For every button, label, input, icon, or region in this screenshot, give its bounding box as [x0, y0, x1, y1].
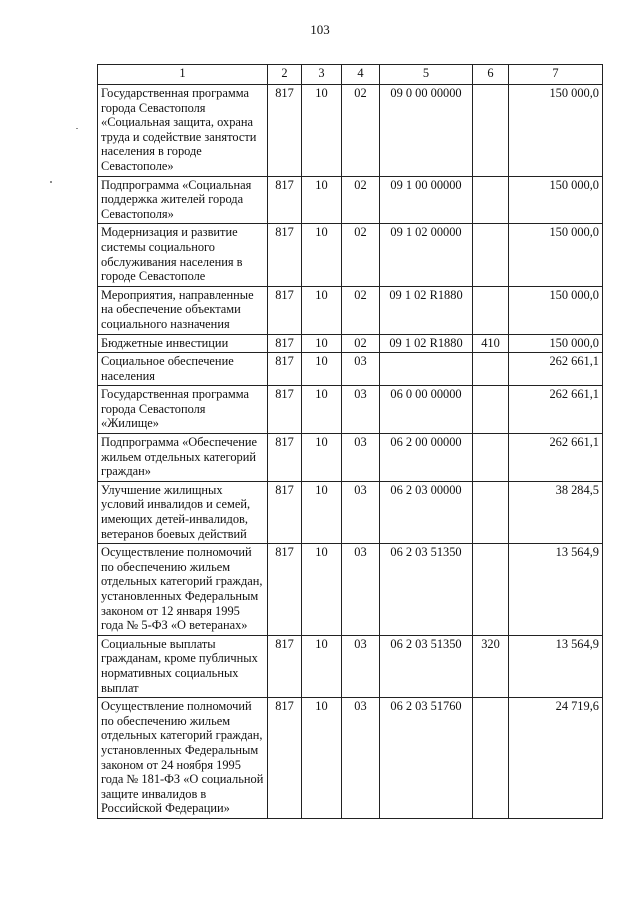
row-amount-cell: 38 284,5: [509, 481, 603, 543]
row-name-cell: Государственная программа города Севастополя «Социальная защита, охрана труда и содействие занятости населения в городе Севастополе»: [98, 85, 268, 177]
row-subsection-cell: 03: [342, 386, 380, 434]
row-section-cell: 10: [302, 353, 342, 386]
table-row: [98, 544, 603, 636]
column-header: 1: [98, 65, 268, 85]
row-target-cell: 06 0 00 00000: [380, 386, 473, 434]
row-code-cell: 817: [268, 224, 302, 286]
row-target-cell: 06 2 03 51350: [380, 544, 473, 636]
table-row: [98, 353, 603, 386]
row-type-cell: 320: [473, 635, 509, 697]
row-section-cell: 10: [302, 286, 342, 334]
row-subsection-cell: 02: [342, 176, 380, 224]
row-code-cell: 817: [268, 286, 302, 334]
row-section-cell: 10: [302, 176, 342, 224]
row-code-cell: 817: [268, 544, 302, 636]
row-name-cell: Социальные выплаты гражданам, кроме публичных нормативных социальных выплат: [98, 635, 268, 697]
row-subsection-cell: 03: [342, 698, 380, 819]
row-section-cell: 10: [302, 386, 342, 434]
row-code-cell: 817: [268, 698, 302, 819]
row-code-cell: 817: [268, 481, 302, 543]
row-section-cell: 10: [302, 85, 342, 177]
scan-speck: [50, 181, 52, 183]
row-type-cell: [473, 544, 509, 636]
row-name-cell: Осуществление полномочий по обеспечению жильем отдельных категорий граждан, установленных Федеральным законом от 24 ноября 1995 года № 181-ФЗ «О социальной защите инвалидов в Российской Федерации»: [98, 698, 268, 819]
table-row: [98, 698, 603, 819]
row-code-cell: 817: [268, 334, 302, 353]
row-name-cell: Мероприятия, направленные на обеспечение объектами социального назначения: [98, 286, 268, 334]
column-header: 7: [509, 65, 603, 85]
row-code-cell: 817: [268, 353, 302, 386]
row-section-cell: 10: [302, 434, 342, 482]
row-name-cell: Осуществление полномочий по обеспечению жильем отдельных категорий граждан, установленных Федеральным законом от 12 января 1995 года № 5-ФЗ «О ветеранах»: [98, 544, 268, 636]
row-amount-cell: 262 661,1: [509, 353, 603, 386]
row-name-cell: Модернизация и развитие системы социального обслуживания населения в городе Севастополе: [98, 224, 268, 286]
table-row: [98, 176, 603, 224]
table-row: [98, 434, 603, 482]
row-subsection-cell: 03: [342, 481, 380, 543]
row-subsection-cell: 02: [342, 286, 380, 334]
row-amount-cell: 13 564,9: [509, 544, 603, 636]
row-target-cell: 06 2 03 00000: [380, 481, 473, 543]
row-section-cell: 10: [302, 224, 342, 286]
table-row: [98, 635, 603, 697]
row-name-cell: Подпрограмма «Обеспечение жильем отдельных категорий граждан»: [98, 434, 268, 482]
budget-table: [97, 64, 603, 819]
row-section-cell: 10: [302, 481, 342, 543]
table-row: [98, 334, 603, 353]
row-code-cell: 817: [268, 85, 302, 177]
row-target-cell: 09 1 02 R1880: [380, 334, 473, 353]
row-subsection-cell: 02: [342, 334, 380, 353]
table-row: [98, 224, 603, 286]
column-header: 3: [302, 65, 342, 85]
row-type-cell: [473, 286, 509, 334]
row-section-cell: 10: [302, 334, 342, 353]
row-target-cell: [380, 353, 473, 386]
row-type-cell: [473, 85, 509, 177]
row-type-cell: [473, 353, 509, 386]
row-target-cell: 09 1 02 00000: [380, 224, 473, 286]
row-subsection-cell: 03: [342, 544, 380, 636]
row-subsection-cell: 03: [342, 353, 380, 386]
row-amount-cell: 24 719,6: [509, 698, 603, 819]
row-code-cell: 817: [268, 176, 302, 224]
row-amount-cell: 150 000,0: [509, 286, 603, 334]
row-name-cell: Бюджетные инвестиции: [98, 334, 268, 353]
table-row: [98, 386, 603, 434]
row-target-cell: 06 2 00 00000: [380, 434, 473, 482]
column-header: 5: [380, 65, 473, 85]
row-amount-cell: 262 661,1: [509, 434, 603, 482]
row-target-cell: 09 0 00 00000: [380, 85, 473, 177]
row-section-cell: 10: [302, 698, 342, 819]
row-amount-cell: 150 000,0: [509, 334, 603, 353]
row-code-cell: 817: [268, 386, 302, 434]
row-code-cell: 817: [268, 434, 302, 482]
row-section-cell: 10: [302, 635, 342, 697]
row-amount-cell: 13 564,9: [509, 635, 603, 697]
row-type-cell: [473, 698, 509, 819]
row-name-cell: Подпрограмма «Социальная поддержка жителей города Севастополя»: [98, 176, 268, 224]
row-type-cell: [473, 434, 509, 482]
table-row: [98, 286, 603, 334]
table-row: [98, 481, 603, 543]
row-subsection-cell: 03: [342, 434, 380, 482]
row-type-cell: 410: [473, 334, 509, 353]
row-name-cell: Социальное обеспечение населения: [98, 353, 268, 386]
row-name-cell: Государственная программа города Севастополя «Жилище»: [98, 386, 268, 434]
row-subsection-cell: 03: [342, 635, 380, 697]
row-section-cell: 10: [302, 544, 342, 636]
row-subsection-cell: 02: [342, 85, 380, 177]
row-target-cell: 06 2 03 51350: [380, 635, 473, 697]
row-amount-cell: 150 000,0: [509, 176, 603, 224]
table-row: [98, 85, 603, 177]
row-code-cell: 817: [268, 635, 302, 697]
table-header-row: [98, 65, 603, 85]
row-amount-cell: 262 661,1: [509, 386, 603, 434]
row-type-cell: [473, 224, 509, 286]
row-amount-cell: 150 000,0: [509, 85, 603, 177]
column-header: 6: [473, 65, 509, 85]
column-header: 2: [268, 65, 302, 85]
column-header: 4: [342, 65, 380, 85]
row-type-cell: [473, 176, 509, 224]
page-number: 103: [310, 22, 330, 37]
row-subsection-cell: 02: [342, 224, 380, 286]
row-target-cell: 09 1 00 00000: [380, 176, 473, 224]
scan-speck: [76, 128, 78, 129]
row-type-cell: [473, 481, 509, 543]
row-name-cell: Улучшение жилищных условий инвалидов и семей, имеющих детей-инвалидов, ветеранов боевых действий: [98, 481, 268, 543]
row-target-cell: 06 2 03 51760: [380, 698, 473, 819]
row-target-cell: 09 1 02 R1880: [380, 286, 473, 334]
row-type-cell: [473, 386, 509, 434]
row-amount-cell: 150 000,0: [509, 224, 603, 286]
